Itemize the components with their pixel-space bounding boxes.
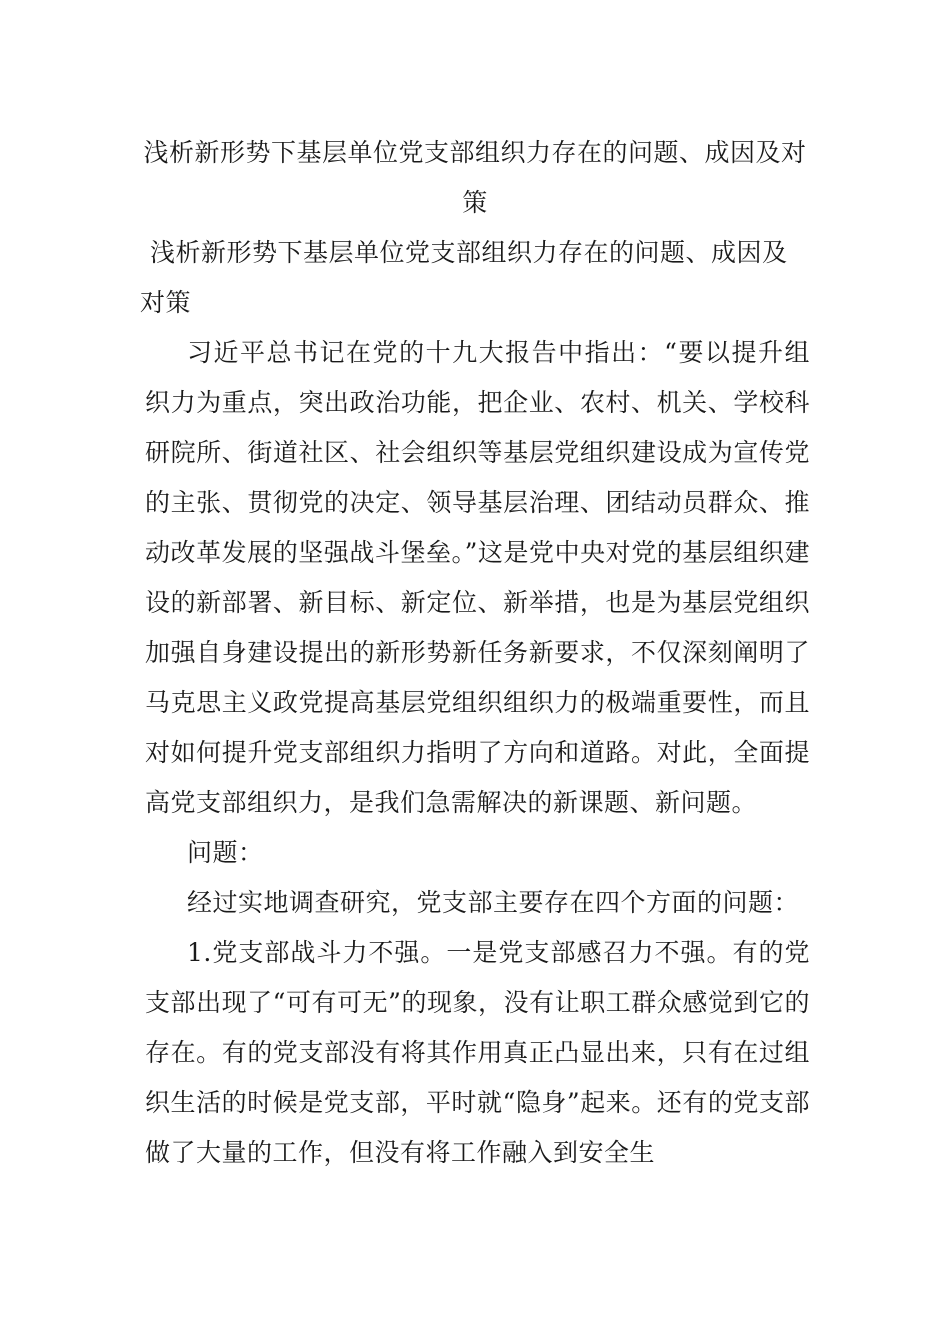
paragraph-problem-heading: 问题： bbox=[187, 838, 264, 867]
document-title: 浅析新形势下基层单位党支部组织力存在的问题、成因及对策 bbox=[143, 138, 807, 217]
document-body bbox=[145, 328, 810, 1178]
paragraph-intro: 习近平总书记在党的十九大报告中指出：“要以提升组织力为重点，突出政治功能，把企业、农村、机关、学校科研院所、街道社区、社会组织等基层党组织建设成为宣传党的主张、贯彻党的决定、领导基层治理、团结动员群众、推动改革发展的坚强战斗堡垒。”这是党中央对党的基层组织建设的新部署、新目标、新定位、新举措，也是为基层党组织加强自身建设提出的新形势新任务新要求，不仅深刻阐明了马克思主义政党提高基层党组织组织力的极端重要性，而且对如何提升党支部组织力指明了方向和道路。对此，全面提高党支部组织力，是我们急需解决的新课题、新问题。 bbox=[145, 338, 810, 817]
paragraph-problem-summary: 经过实地调查研究，党支部主要存在四个方面的问题： bbox=[187, 888, 800, 917]
paragraph-problem-1: 1.党支部战斗力不强。一是党支部感召力不强。有的党支部出现了“可有可无”的现象，没有让职工群众感觉到它的存在。有的党支部没有将其作用真正凸显出来，只有在过组织生活的时候是党支部，平时就“隐身”起来。还有的党支部做了大量的工作，但没有将工作融入到安全生 bbox=[145, 938, 810, 1167]
document-subtitle: 浅析新形势下基层单位党支部组织力存在的问题、成因及对策 bbox=[140, 238, 788, 317]
